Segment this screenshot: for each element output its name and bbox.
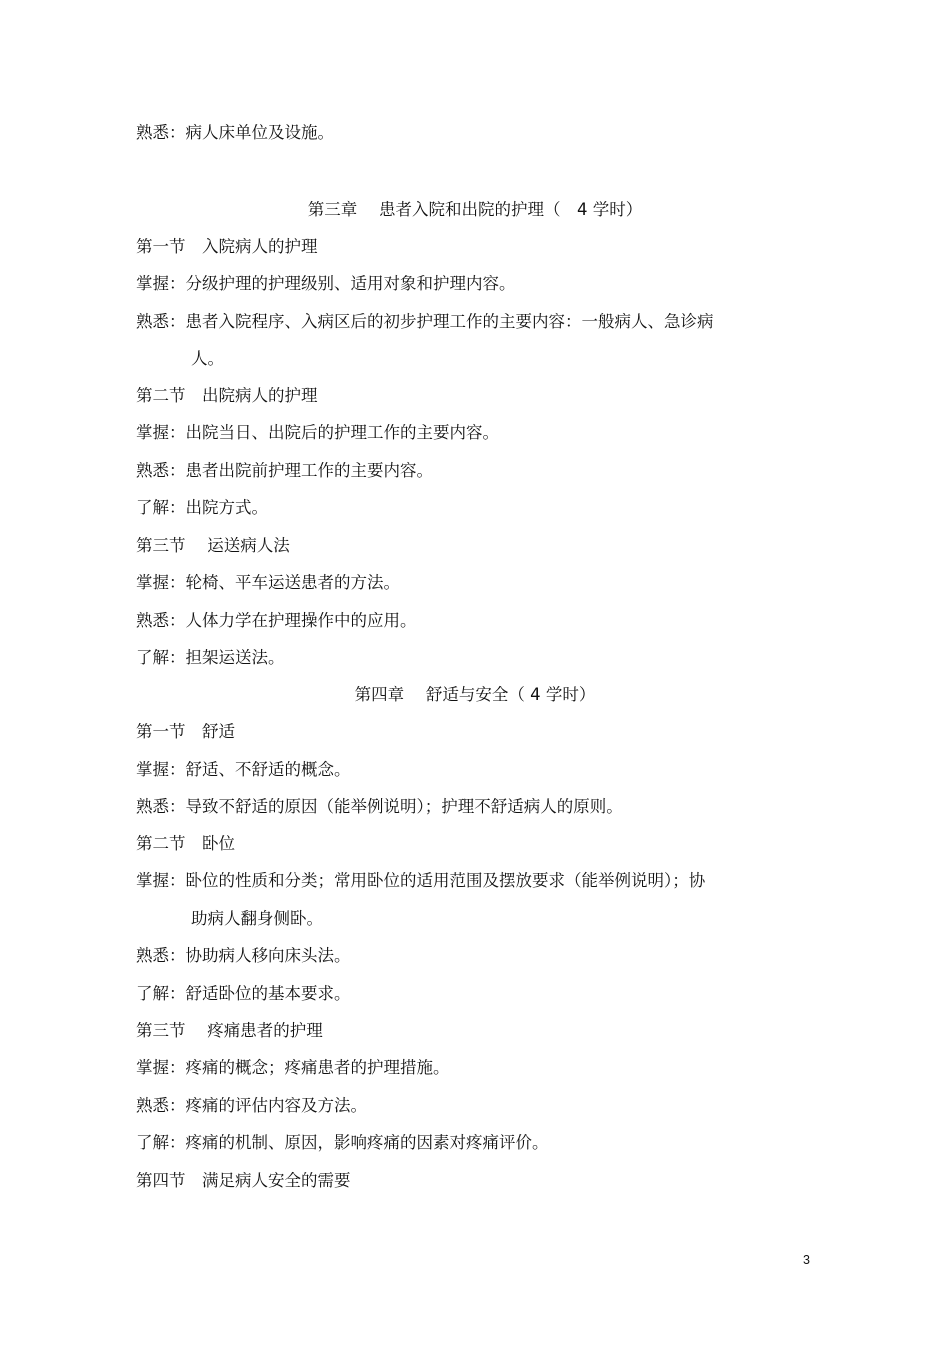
text-line: 掌握：分级护理的护理级别、适用对象和护理内容。 (136, 274, 516, 293)
text-line: 了解：舒适卧位的基本要求。 (136, 984, 351, 1003)
chapter-heading: 第三章 患者入院和出院的护理（ 4 学时） (307, 200, 643, 219)
text-line: 熟悉：疼痛的评估内容及方法。 (136, 1096, 367, 1115)
section-heading: 第一节 入院病人的护理 (136, 237, 318, 256)
text-line: 熟悉：导致不舒适的原因（能举例说明）；护理不舒适病人的原则。 (136, 797, 623, 816)
text-line-continuation: 助病人翻身侧卧。 (191, 909, 323, 928)
section-heading: 第二节 卧位 (136, 834, 235, 853)
section-heading: 第三节 运送病人法 (136, 536, 290, 555)
text-line: 了解：疼痛的机制、原因，影响疼痛的因素对疼痛评价。 (136, 1133, 549, 1152)
text-line: 熟悉：患者入院程序、入病区后的初步护理工作的主要内容：一般病人、急诊病 (136, 312, 714, 331)
text-line: 熟悉：患者出院前护理工作的主要内容。 (136, 461, 433, 480)
text-line: 了解：出院方式。 (136, 498, 268, 517)
text-line: 掌握：出院当日、出院后的护理工作的主要内容。 (136, 423, 499, 442)
text-line: 熟悉：病人床单位及设施。 (136, 123, 334, 142)
text-line: 掌握：卧位的性质和分类；常用卧位的适用范围及摆放要求（能举例说明）；协 (136, 871, 706, 890)
text-line: 熟悉：协助病人移向床头法。 (136, 946, 351, 965)
text-line-continuation: 人。 (191, 349, 224, 368)
text-line: 掌握：舒适、不舒适的概念。 (136, 760, 351, 779)
chapter-heading: 第四章 舒适与安全（ 4 学时） (354, 685, 596, 704)
text-line: 掌握：疼痛的概念；疼痛患者的护理措施。 (136, 1058, 450, 1077)
section-heading: 第二节 出院病人的护理 (136, 386, 318, 405)
section-heading: 第四节 满足病人安全的需要 (136, 1171, 351, 1190)
page-number: 3 (803, 1253, 810, 1267)
text-line: 熟悉：人体力学在护理操作中的应用。 (136, 611, 417, 630)
text-line: 掌握：轮椅、平车运送患者的方法。 (136, 573, 400, 592)
text-line: 了解：担架运送法。 (136, 648, 285, 667)
section-heading: 第一节 舒适 (136, 722, 235, 741)
section-heading: 第三节 疼痛患者的护理 (136, 1021, 323, 1040)
